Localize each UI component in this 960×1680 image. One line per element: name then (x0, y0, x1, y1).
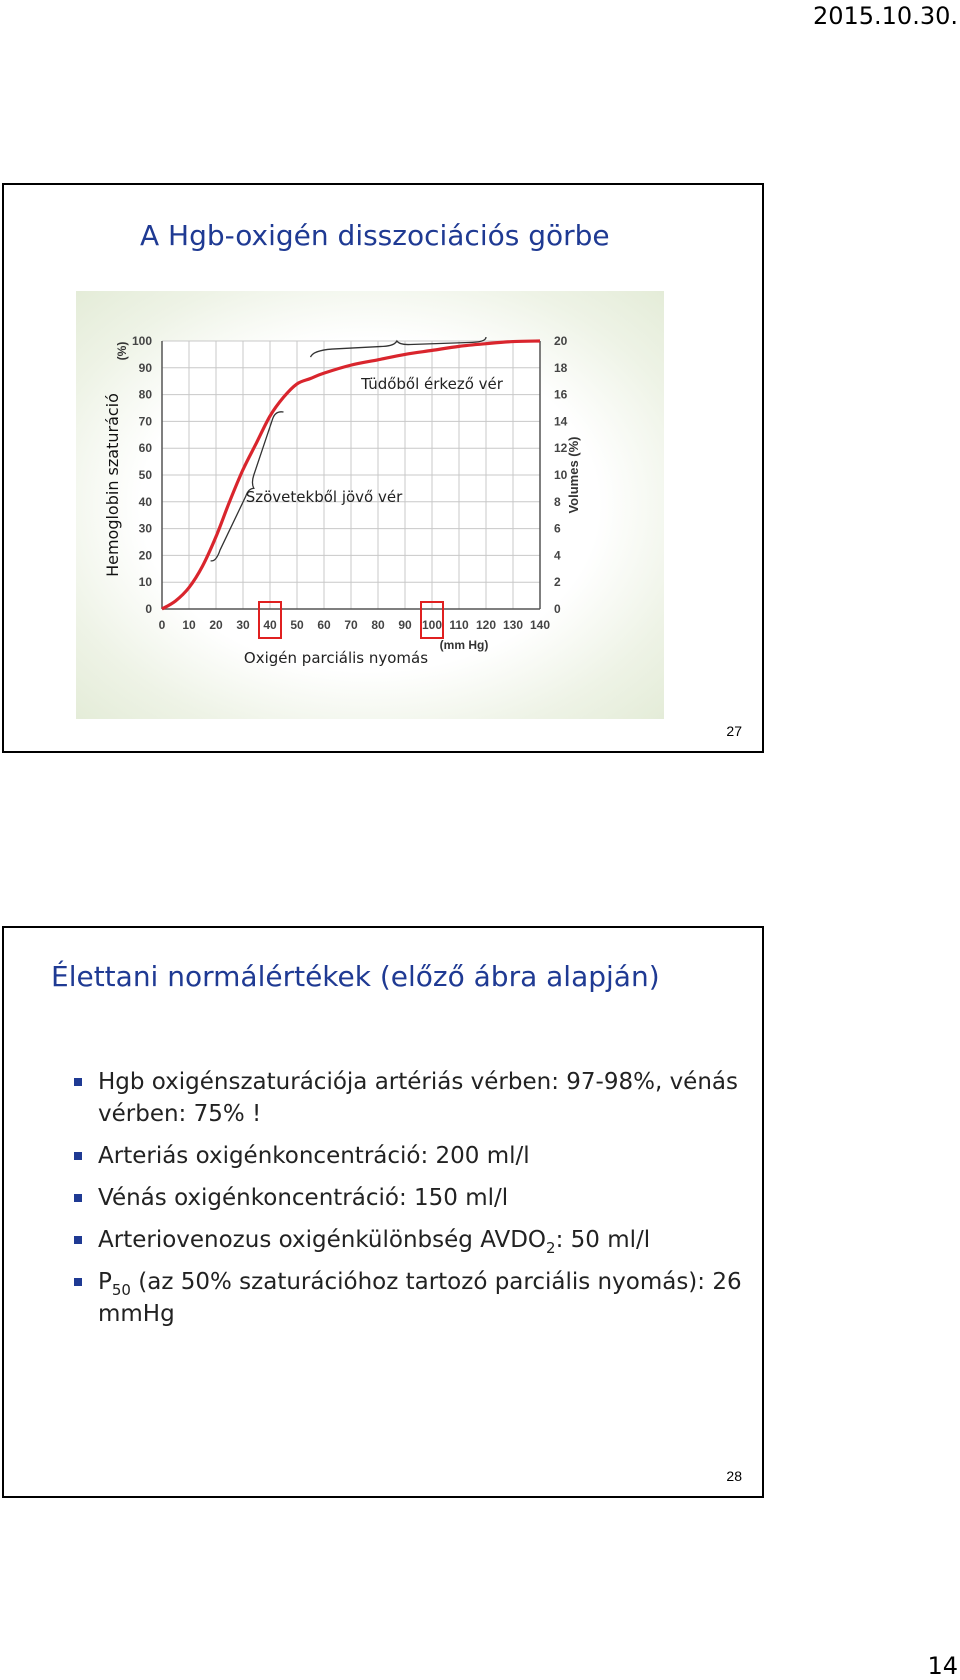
x-tick-label: 140 (529, 618, 551, 632)
y2-tick-label: 14 (554, 414, 568, 429)
y2-tick-label: 12 (554, 441, 568, 456)
x-tick-label: 50 (290, 618, 304, 632)
x-tick-label: 20 (209, 618, 223, 632)
slide-title: A Hgb-oxigén disszociációs görbe (140, 219, 610, 252)
y2-tick-label: 8 (554, 494, 561, 509)
bullet-subscript: 2 (546, 1239, 556, 1257)
y-tick-label: 0 (145, 602, 152, 616)
bullet-item (74, 1066, 754, 1130)
y-tick-label: 40 (138, 494, 152, 509)
y-tick-label: 80 (138, 387, 152, 402)
y-axis-label: Hemoglobin szaturáció (103, 393, 122, 577)
bullet-list (74, 1066, 754, 1340)
y-tick-label: 70 (138, 414, 152, 429)
y2-tick-label: 16 (554, 387, 568, 402)
x-tick-label: 70 (344, 618, 358, 632)
y2-tick-label: 4 (554, 548, 561, 563)
x-tick-label: 120 (475, 618, 497, 632)
y2-tick-label: 10 (554, 468, 568, 482)
page-date: 2015.10.30. (812, 2, 958, 30)
slide-number: 28 (726, 1468, 742, 1484)
page-number: 14 (927, 1652, 958, 1680)
y2-tick-label: 2 (554, 575, 561, 590)
curve-annotation: Szövetekből jövő vér (245, 487, 403, 506)
x-tick-label: 90 (398, 618, 412, 632)
bullet-item (74, 1182, 754, 1214)
bullet-item (74, 1224, 754, 1256)
x-tick-label: 0 (158, 618, 166, 632)
x-tick-label: 60 (317, 618, 331, 632)
slide-27 (2, 183, 764, 753)
x-tick-label: 40 (263, 618, 277, 632)
y-axis-unit: (%) (115, 341, 129, 361)
y-tick-label: 60 (138, 441, 152, 456)
bullet-text: Arteriás oxigénkoncentráció: 200 ml/l (98, 1143, 530, 1169)
bullet-subscript: 50 (111, 1281, 131, 1299)
y-tick-label: 90 (138, 360, 152, 375)
bullet-text: Vénás oxigénkoncentráció: 150 ml/l (98, 1185, 509, 1211)
x-tick-label: 10 (182, 618, 196, 632)
y2-tick-label: 6 (554, 521, 561, 536)
y-tick-label: 30 (138, 521, 152, 536)
bullet-item (74, 1140, 754, 1172)
y-tick-label: 100 (131, 334, 152, 348)
x-tick-label: 110 (449, 618, 469, 632)
slide-number: 27 (726, 723, 742, 739)
bullet-text: Hgb oxigénszaturációja artériás vérben: 97-98%, vénás vérben: 75% ! (98, 1069, 738, 1127)
y-tick-label: 50 (138, 468, 152, 482)
y2-tick-label: 0 (554, 602, 561, 616)
x-tick-label: 130 (502, 618, 524, 632)
y2-tick-label: 20 (554, 334, 568, 348)
bullet-text-post: : 50 ml/l (555, 1227, 651, 1253)
x-axis-label: Oxigén parciális nyomás (243, 649, 429, 667)
bullet-item (74, 1266, 754, 1330)
x-axis-unit: (mm Hg) (439, 638, 489, 652)
slide-28 (2, 926, 764, 1498)
y-tick-label: 10 (138, 575, 152, 590)
bullet-text-post: (az 50% szaturációhoz tartozó parciális nyomás): 26 mmHg (98, 1269, 742, 1327)
curve-annotation: Tüdőből érkező vér (361, 375, 503, 394)
y2-tick-label: 18 (554, 360, 568, 375)
bullet-text-pre: Arteriovenozus oxigénkülönbség AVDO (98, 1227, 547, 1253)
y-tick-label: 20 (138, 548, 152, 563)
x-tick-label: 30 (236, 618, 250, 632)
slide-title: Élettani normálértékek (előző ábra alapján) (51, 960, 660, 993)
dissociation-curve-chart (76, 291, 664, 719)
x-tick-label: 80 (371, 618, 385, 632)
bullet-text-pre: P (98, 1269, 112, 1295)
x-tick-label: 100 (421, 618, 443, 632)
y2-axis-label: Volumes (%) (566, 436, 581, 514)
